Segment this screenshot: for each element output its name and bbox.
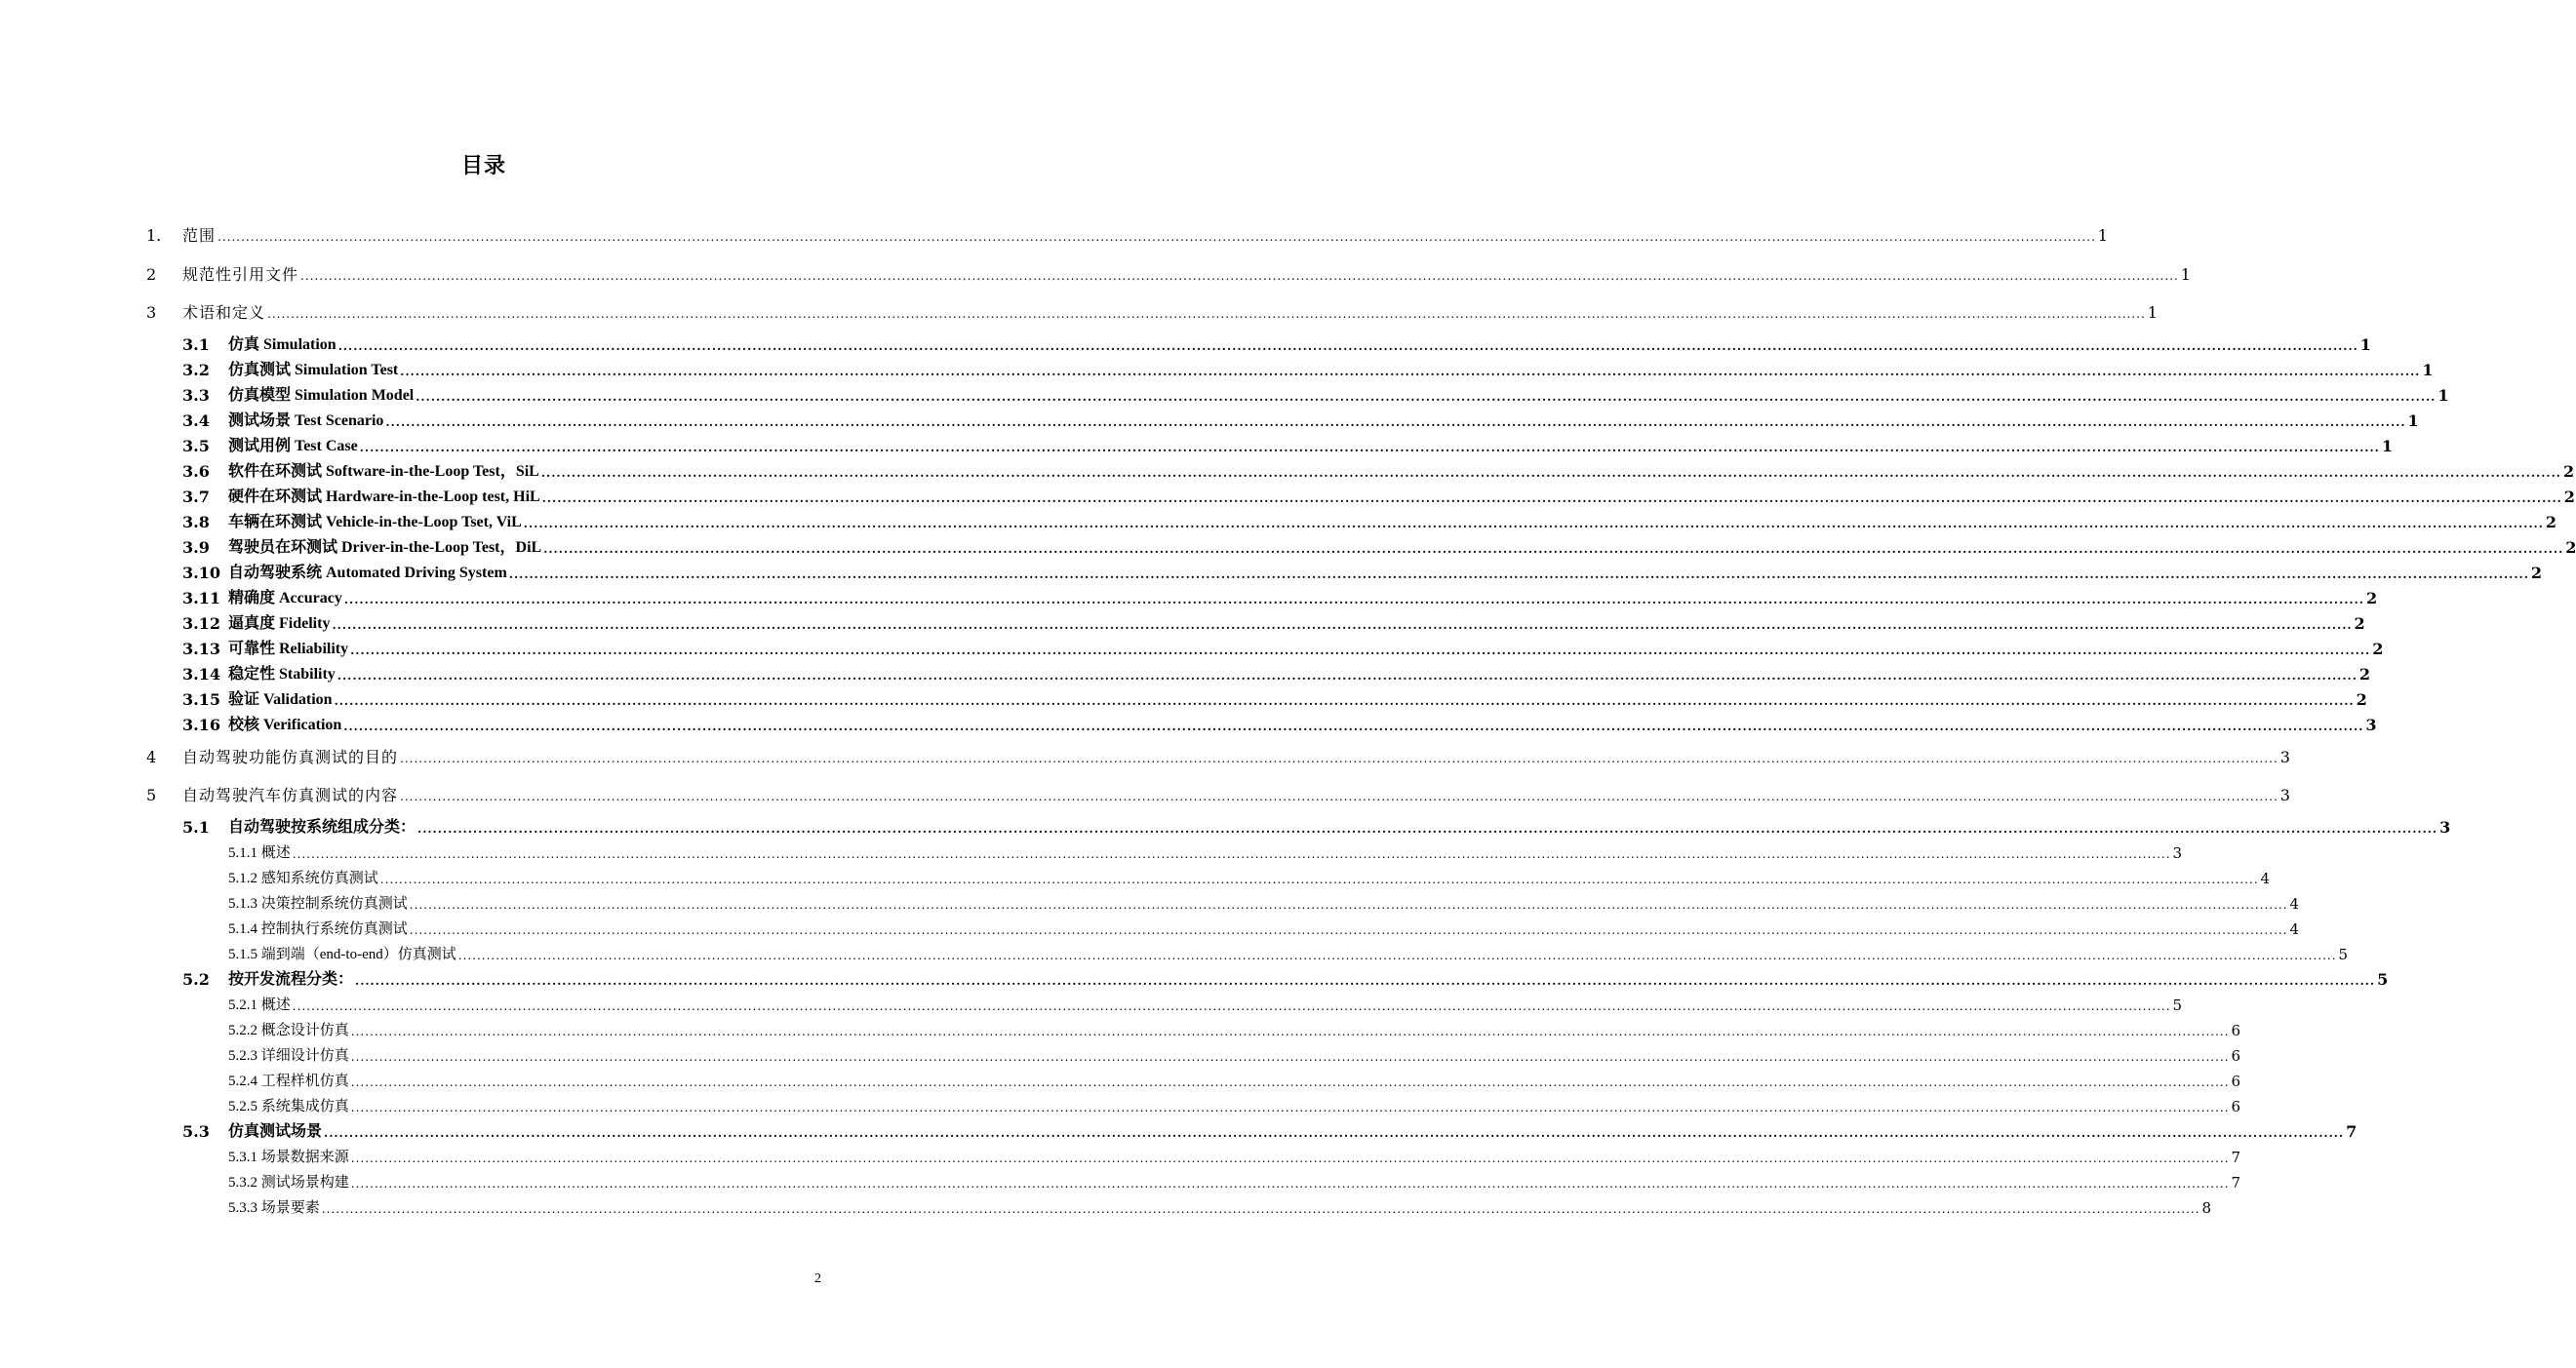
toc-leader-dots: ................................................................................................................................................................................................................................................................................................................................................................................................................ [409,923,2288,937]
toc-entry[interactable] [0,891,2300,917]
toc-leader-dots: ................................................................................................................................................................................................................................................................................................................................................................................................................ [292,999,2171,1013]
toc-entry[interactable] [0,866,2271,891]
toc-entry[interactable] [0,358,2434,383]
toc-leader-dots: ................................................................................................................................................................................................................................................................................................................................................................................................................ [350,1177,2230,1191]
toc-entry-page: 2 [2545,513,2557,531]
toc-entry-page: 1 [2381,437,2393,455]
toc-leader-dots: ................................................................................................................................................................................................................................................................................................................................................................................................................ [324,1126,2345,1140]
toc-entry-page: 4 [2260,870,2271,887]
toc-entry[interactable] [0,561,2543,586]
toc-leader-dots: ................................................................................................................................................................................................................................................................................................................................................................................................................ [409,898,2288,912]
toc-entry[interactable] [0,1119,2358,1145]
toc-entry-number: 3.9 [182,538,210,557]
toc-entry[interactable] [0,637,2384,662]
toc-entry-label: 5.2.4 工程样机仿真 [228,1074,349,1089]
toc-leader-dots: ................................................................................................................................................................................................................................................................................................................................................................................................................ [350,644,2371,657]
toc-entry[interactable] [0,586,2378,611]
toc-entry-page: 1 [2437,386,2449,405]
toc-entry[interactable] [0,459,2575,485]
toc-leader-dots: ................................................................................................................................................................................................................................................................................................................................................................................................................ [267,307,2146,321]
toc-entry-label: 仿真模型 Simulation Model [228,387,415,404]
toc-entry[interactable] [0,1195,2212,1221]
toc-entry[interactable] [0,1043,2241,1069]
toc-entry-page: 6 [2231,1098,2241,1115]
toc-leader-dots: ................................................................................................................................................................................................................................................................................................................................................................................................................ [523,517,2544,530]
toc-entry-label: 5.3.1 场景数据来源 [228,1150,349,1165]
toc-entry-number: 3.10 [182,564,220,582]
toc-entry-number: 3.14 [182,665,220,684]
toc-entry-page: 7 [2231,1149,2241,1166]
toc-entry-number: 3.11 [182,589,220,607]
toc-leader-dots: ................................................................................................................................................................................................................................................................................................................................................................................................................ [417,822,2438,836]
toc-entry[interactable] [0,262,2191,288]
toc-entry-number: 2 [146,265,157,284]
toc-leader-dots: ................................................................................................................................................................................................................................................................................................................................................................................................................ [416,390,2437,404]
toc-leader-dots: ................................................................................................................................................................................................................................................................................................................................................................................................................ [540,466,2561,480]
toc-leader-dots: ................................................................................................................................................................................................................................................................................................................................................................................................................ [508,567,2529,581]
toc-entry-page: 4 [2289,895,2300,913]
toc-entry-label: 测试用例 Test Case [228,438,358,454]
toc-entry-page: 8 [2201,1199,2212,1217]
toc-leader-dots: ................................................................................................................................................................................................................................................................................................................................................................................................................ [292,847,2171,861]
toc-entry-label: 5.1.1 概述 [228,845,291,861]
toc-entry-number: 3.13 [182,640,220,658]
toc-entry-number: 3.2 [182,361,210,379]
toc-entry-label: 仿真测试场景 [228,1123,323,1140]
toc-entry-label: 校核 Verification [228,717,342,733]
toc-entry-page: 3 [2439,818,2451,837]
toc-entry-label: 自动驾驶汽车仿真测试的内容 [182,786,399,804]
toc-entry-label: 5.1.5 端到端（end-to-end）仿真测试 [228,947,456,962]
toc-entry-page: 2 [2356,690,2367,709]
toc-entry[interactable] [0,687,2367,713]
toc-leader-dots: ................................................................................................................................................................................................................................................................................................................................................................................................................ [343,720,2364,733]
toc-entry-label: 车辆在环测试 Vehicle-in-the-Loop Tset, ViL [228,514,522,530]
toc-entry-page: 2 [2365,589,2378,607]
toc-entry-page: 1 [2180,265,2191,284]
toc-leader-dots: ................................................................................................................................................................................................................................................................................................................................................................................................................ [385,415,2406,429]
toc-entry-number: 5.3 [182,1122,210,1141]
toc-entry-page: 2 [2354,614,2365,633]
toc-entry[interactable] [0,993,2183,1018]
toc-entry-label: 自动驾驶功能仿真测试的目的 [182,748,399,766]
toc-entry[interactable] [0,409,2419,434]
toc-leader-dots: ................................................................................................................................................................................................................................................................................................................................................................................................................ [218,230,2096,244]
toc-entry-label: 仿真测试 Simulation Test [228,362,399,378]
toc-entry[interactable] [0,383,2449,409]
toc-entry-page: 4 [2289,920,2300,938]
toc-entry-page: 5 [2377,970,2389,989]
toc-entry-number: 5.1 [182,818,210,837]
toc-entry[interactable] [0,783,2290,808]
toc-entry-number: 3.4 [182,411,210,430]
toc-entry-label: 5.1.4 控制执行系统仿真测试 [228,921,408,937]
toc-entry[interactable] [0,1145,2241,1170]
toc-leader-dots: ................................................................................................................................................................................................................................................................................................................................................................................................................ [543,542,2564,556]
toc-entry-page: 3 [2172,844,2183,862]
toc-entry-page: 1 [2422,361,2434,379]
toc-entry-page: 6 [2231,1073,2241,1090]
toc-entry-label: 5.1.2 感知系统仿真测试 [228,871,378,886]
toc-entry-page: 1 [2097,226,2108,245]
page-title: 目录 [460,154,506,178]
toc-leader-dots: ................................................................................................................................................................................................................................................................................................................................................................................................................ [359,441,2380,454]
toc-entry-label: 5.3.2 测试场景构建 [228,1175,349,1191]
toc-entry-label: 驾驶员在环测试 Driver-in-the-Loop Test，DiL [228,539,542,556]
toc-leader-dots: ................................................................................................................................................................................................................................................................................................................................................................................................................ [350,1101,2230,1114]
toc-entry-page: 7 [2231,1174,2241,1192]
toc-entry[interactable] [0,840,2183,866]
toc-entry-page: 6 [2231,1022,2241,1039]
toc-entry-page: 2 [2565,538,2576,557]
toc-entry[interactable] [0,611,2365,637]
toc-entry-page: 1 [2359,335,2371,354]
toc-entry[interactable] [0,662,2371,687]
toc-entry-number: 3.5 [182,437,210,455]
toc-entry[interactable] [0,510,2557,535]
toc-entry-number: 4 [146,748,157,766]
toc-entry-label: 测试场景 Test Scenario [228,412,384,429]
toc-entry-label: 逼真度 Fidelity [228,615,331,632]
toc-leader-dots: ................................................................................................................................................................................................................................................................................................................................................................................................................ [350,1075,2230,1089]
toc-entry-number: 3.1 [182,335,210,354]
toc-leader-dots: ................................................................................................................................................................................................................................................................................................................................................................................................................ [332,618,2353,632]
toc-entry-number: 3.8 [182,513,210,531]
toc-entry-label: 仿真 Simulation [228,336,337,353]
toc-entry-number: 3 [146,303,157,322]
toc-entry[interactable] [0,535,2576,561]
toc-leader-dots: ................................................................................................................................................................................................................................................................................................................................................................................................................ [321,1202,2200,1216]
toc-leader-dots: ................................................................................................................................................................................................................................................................................................................................................................................................................ [355,974,2376,988]
toc-entry-label: 稳定性 Stability [228,666,336,683]
toc-entry-label: 5.1.3 决策控制系统仿真测试 [228,896,408,912]
toc-entry-label: 5.3.3 场景要素 [228,1200,320,1216]
toc-entry-label: 5.2.5 系统集成仿真 [228,1099,349,1114]
toc-entry[interactable] [0,1069,2241,1094]
toc-entry-page: 1 [2147,303,2158,322]
toc-entry-page: 2 [2562,462,2575,481]
toc-entry-page: 2 [2530,564,2543,582]
toc-entry[interactable] [0,942,2349,967]
toc-entry-label: 硬件在环测试 Hardware-in-the-Loop test, HiL [228,489,540,505]
toc-entry[interactable] [0,713,2377,738]
toc-leader-dots: ................................................................................................................................................................................................................................................................................................................................................................................................................ [350,1025,2230,1038]
toc-entry-page: 2 [2563,488,2575,506]
toc-leader-dots: ................................................................................................................................................................................................................................................................................................................................................................................................................ [400,790,2279,803]
toc-entry-label: 按开发流程分类： [228,971,354,988]
toc-entry-number: 5.2 [182,970,210,989]
toc-entry-label: 可靠性 Reliability [228,641,349,657]
toc-entry-number: 3.3 [182,386,210,405]
toc-entry-label: 验证 Validation [228,691,333,708]
toc-leader-dots: ................................................................................................................................................................................................................................................................................................................................................................................................................ [457,949,2337,962]
toc-leader-dots: ................................................................................................................................................................................................................................................................................................................................................................................................................ [343,593,2364,606]
toc-entry-page: 2 [2358,665,2371,684]
toc-leader-dots: ................................................................................................................................................................................................................................................................................................................................................................................................................ [350,1152,2230,1165]
toc-leader-dots: ................................................................................................................................................................................................................................................................................................................................................................................................................ [541,491,2562,505]
toc-entry[interactable] [0,917,2300,942]
toc-entry-page: 5 [2172,997,2183,1014]
toc-entry-number: 1. [146,226,162,245]
page-number: 2 [814,1271,821,1286]
toc-entry-page: 5 [2338,946,2349,963]
toc-entry-label: 范围 [182,226,217,245]
toc-entry[interactable] [0,815,2451,840]
toc-entry[interactable] [0,1018,2241,1043]
toc-entry-number: 3.7 [182,488,210,506]
toc-entry-page: 3 [2279,786,2290,804]
toc-entry-label: 5.2.2 概念设计仿真 [228,1023,349,1038]
toc-entry-label: 精确度 Accuracy [228,590,342,606]
toc-entry-label: 软件在环测试 Software-in-the-Loop Test，SiL [228,463,539,480]
toc-entry-number: 3.15 [182,690,220,709]
toc-entry-label: 自动驾驶系统 Automated Driving System [228,565,507,581]
toc-entry-page: 3 [2365,716,2377,734]
toc-entry[interactable] [0,434,2393,459]
toc-entry[interactable] [0,967,2389,993]
toc-entry[interactable] [0,485,2575,510]
toc-entry[interactable] [0,1170,2241,1195]
toc-entry-page: 1 [2407,411,2419,430]
toc-entry-page: 3 [2279,748,2290,766]
toc-entry-label: 自动驾驶按系统组成分类： [228,819,416,836]
toc-entry[interactable] [0,300,2158,326]
toc-entry-number: 3.6 [182,462,210,481]
toc-leader-dots: ................................................................................................................................................................................................................................................................................................................................................................................................................ [337,669,2358,683]
toc-entry-number: 3.16 [182,716,220,734]
toc-leader-dots: ................................................................................................................................................................................................................................................................................................................................................................................................................ [400,752,2279,765]
toc-entry-label: 5.2.1 概述 [228,997,291,1013]
toc-entry-label: 5.2.3 详细设计仿真 [228,1048,349,1064]
toc-leader-dots: ................................................................................................................................................................................................................................................................................................................................................................................................................ [400,365,2421,378]
toc-entry[interactable] [0,1094,2241,1119]
toc-entry[interactable] [0,223,2108,249]
toc-leader-dots: ................................................................................................................................................................................................................................................................................................................................................................................................................ [300,269,2179,283]
toc-leader-dots: ................................................................................................................................................................................................................................................................................................................................................................................................................ [350,1050,2230,1064]
toc-entry-label: 规范性引用文件 [182,265,299,284]
toc-leader-dots: ................................................................................................................................................................................................................................................................................................................................................................................................................ [334,694,2355,708]
toc-entry-label: 术语和定义 [182,303,266,322]
toc-entry-page: 6 [2231,1047,2241,1065]
toc-leader-dots: ................................................................................................................................................................................................................................................................................................................................................................................................................ [379,873,2259,886]
toc-entry[interactable] [0,745,2290,770]
toc-entry-page: 7 [2346,1122,2358,1141]
toc-entry[interactable] [0,332,2371,358]
toc-entry-number: 5 [146,786,157,804]
toc-leader-dots: ................................................................................................................................................................................................................................................................................................................................................................................................................ [337,339,2358,353]
toc-entry-page: 2 [2372,640,2384,658]
toc-entry-number: 3.12 [182,614,220,633]
